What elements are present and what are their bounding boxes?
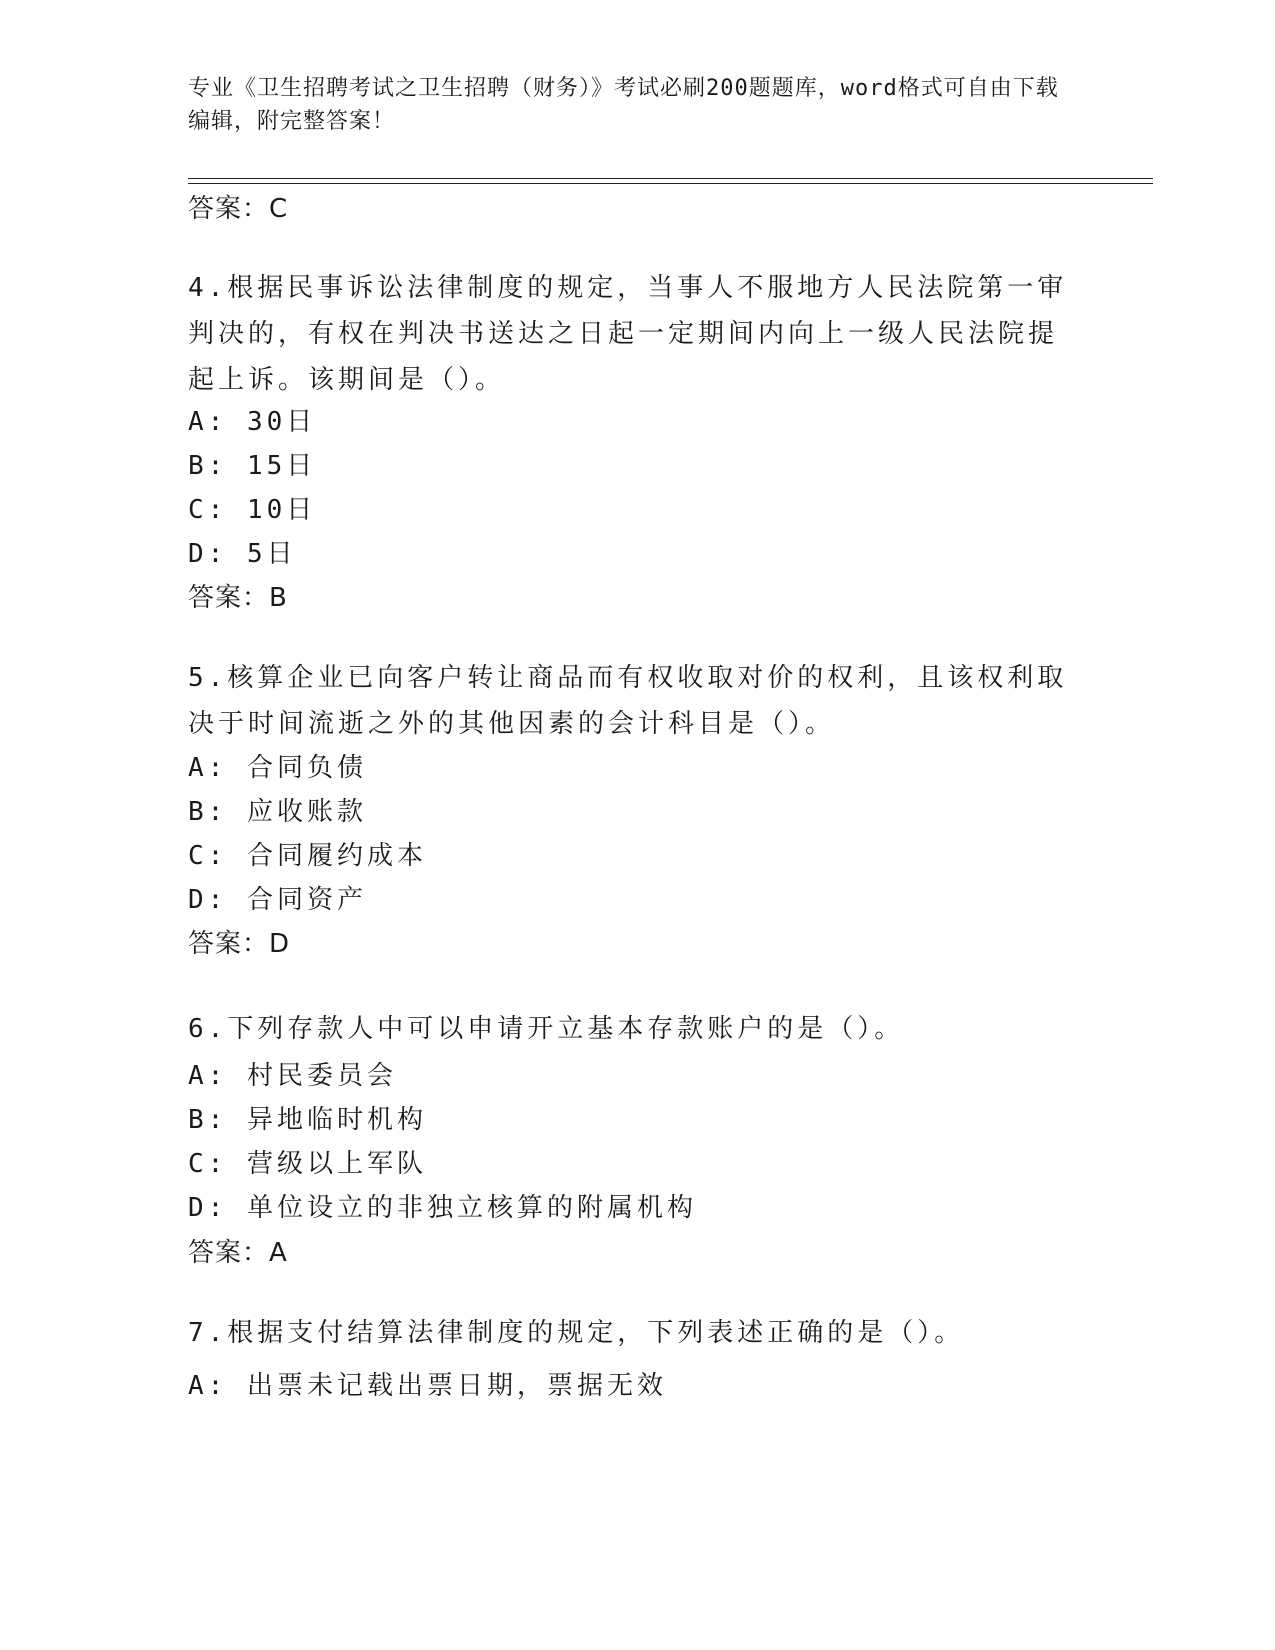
question-5-stem: 5.核算企业已向客户转让商品而有权收取对价的权利，且该权利取决于时间流逝之外的其他因素的会计科目是（）。 [188,663,1068,739]
question-4-option-d: D: 5日 [188,539,297,569]
page-header: 专业《卫生招聘考试之卫生招聘（财务）》考试必刷200题题库，word格式可自由下载编辑，附完整答案！ [188,76,1059,134]
question-6-option-b: B: 异地临时机构 [188,1105,427,1135]
header-divider-top [188,178,1153,179]
question-6-option-a: A: 村民委员会 [188,1061,397,1091]
question-5-option-c: C: 合同履约成本 [188,841,427,871]
answer-q5: 答案：D [188,929,291,959]
question-7-option-a: A: 出票未记载出票日期，票据无效 [188,1371,667,1401]
answer-q3: 答案：C [188,194,289,224]
question-4-option-a: A: 30日 [188,407,317,437]
question-4-option-b: B: 15日 [188,451,317,481]
question-5-option-d: D: 合同资产 [188,885,367,915]
question-6-option-c: C: 营级以上军队 [188,1149,427,1179]
question-5-option-a: A: 合同负债 [188,753,367,783]
question-4-option-c: C: 10日 [188,495,317,525]
answer-q6: 答案：A [188,1238,288,1268]
question-4-stem: 4.根据民事诉讼法律制度的规定，当事人不服地方人民法院第一审判决的，有权在判决书送达之日起一定期间内向上一级人民法院提起上诉。该期间是（）。 [188,273,1068,395]
answer-q4: 答案：B [188,583,288,613]
question-6-stem: 6.下列存款人中可以申请开立基本存款账户的是（）。 [188,1014,905,1044]
question-5-option-b: B: 应收账款 [188,797,367,827]
header-divider-bottom [188,183,1153,184]
question-7-stem: 7.根据支付结算法律制度的规定，下列表述正确的是（）。 [188,1318,965,1348]
question-6-option-d: D: 单位设立的非独立核算的附属机构 [188,1193,697,1223]
